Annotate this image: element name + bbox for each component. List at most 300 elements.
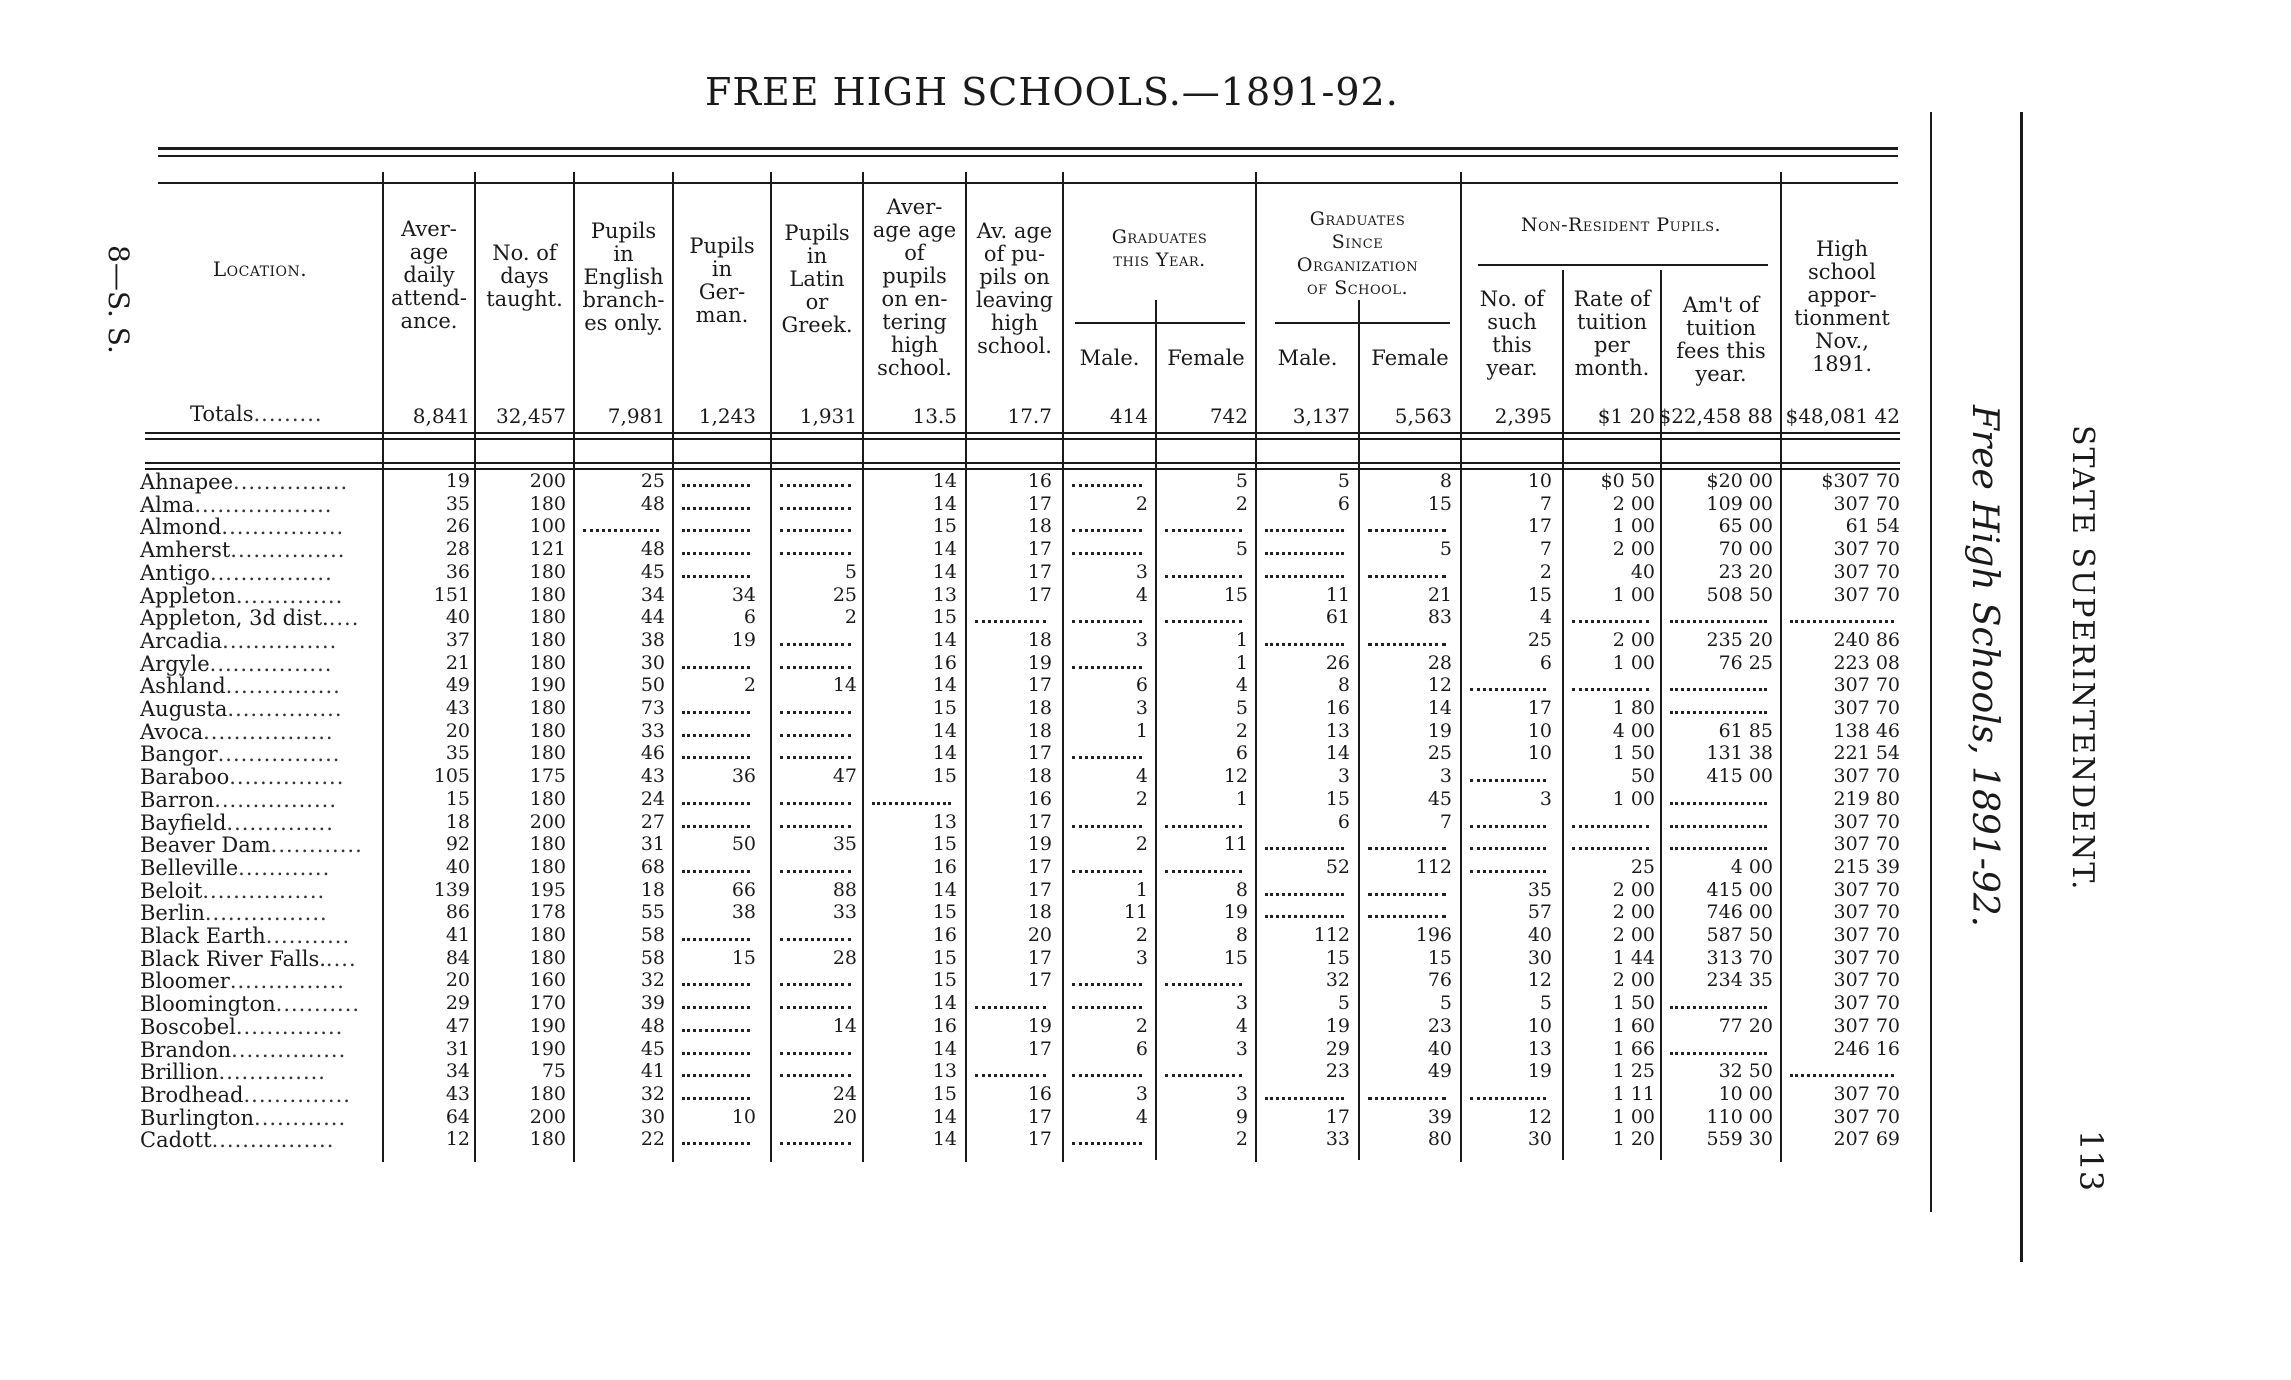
col-divider <box>1255 172 1257 1162</box>
cell-grad-since-male: 33 <box>1325 1128 1350 1151</box>
location-name: Argyle................ <box>140 651 333 676</box>
cell-grad-year-female: 2 <box>1235 492 1248 515</box>
empty-cell-dots <box>1072 484 1142 487</box>
empty-cell-dots <box>1265 893 1344 896</box>
header-grad-since-female: Female <box>1371 346 1449 370</box>
cell-age-entering: 13 <box>932 583 957 606</box>
location-name: Almond................ <box>140 515 345 540</box>
cell-avg-attendance: 19 <box>445 470 470 492</box>
cell-age-entering: 16 <box>932 855 957 878</box>
cell-avg-attendance: 43 <box>445 1082 470 1105</box>
cell-german: 66 <box>731 878 756 901</box>
empty-cell-dots <box>682 1029 750 1032</box>
cell-age-entering: 14 <box>932 992 957 1015</box>
cell-nr-number: 13 <box>1527 1037 1552 1060</box>
cell-nr-rate: 2 00 <box>1612 492 1655 515</box>
cell-avg-attendance: 40 <box>445 855 470 878</box>
cell-apportionment: 307 70 <box>1833 1014 1900 1037</box>
cell-grad-year-female: 15 <box>1223 946 1248 969</box>
cell-grad-since-male: 32 <box>1325 969 1350 992</box>
cell-nr-fees: 32 50 <box>1718 1060 1773 1083</box>
cell-grad-year-female: 12 <box>1223 765 1248 788</box>
empty-cell-dots <box>1470 825 1546 828</box>
empty-cell-dots <box>1265 529 1344 532</box>
col-divider <box>1562 270 1564 1160</box>
cell-age-leaving: 16 <box>1027 1082 1052 1105</box>
empty-cell-dots <box>780 1006 851 1009</box>
cell-nr-rate: 25 <box>1630 855 1655 878</box>
cell-grad-year-female: 6 <box>1235 742 1248 765</box>
cell-apportionment: 215 39 <box>1833 855 1900 878</box>
cell-apportionment: 219 80 <box>1833 787 1900 810</box>
empty-cell-dots <box>682 711 750 714</box>
totals-grad-since-female: 5,563 <box>1394 404 1452 428</box>
location-name: Beloit................ <box>140 878 326 903</box>
header-location: Location. <box>212 257 308 281</box>
cell-english: 32 <box>640 969 665 992</box>
cell-nr-number: 4 <box>1539 606 1552 629</box>
empty-cell-dots <box>1790 1074 1894 1077</box>
empty-cell-dots <box>682 529 750 532</box>
cell-age-entering: 15 <box>932 1082 957 1105</box>
cell-age-entering: 14 <box>932 878 957 901</box>
cell-nr-rate: 50 <box>1630 765 1655 788</box>
cell-age-entering: 14 <box>932 492 957 515</box>
cell-avg-attendance: 15 <box>445 787 470 810</box>
cell-nr-number: 30 <box>1527 1128 1552 1151</box>
totals-latin: 1,931 <box>799 404 857 428</box>
empty-cell-dots <box>1368 893 1446 896</box>
cell-days-taught: 180 <box>529 946 566 969</box>
cell-nr-rate: 1 11 <box>1612 1082 1655 1105</box>
cell-english: 18 <box>640 878 665 901</box>
totals-grad-since-male: 3,137 <box>1292 404 1350 428</box>
location-name: Arcadia............... <box>140 628 338 653</box>
cell-days-taught: 180 <box>529 833 566 856</box>
location-name: Avoca................. <box>140 719 334 744</box>
grad-since-rule <box>1275 322 1450 324</box>
empty-cell-dots <box>682 802 750 805</box>
location-name: Baraboo............... <box>140 765 345 790</box>
cell-days-taught: 180 <box>529 651 566 674</box>
location-name: Black River Falls..... <box>140 946 357 971</box>
totals-nr-number: 2,395 <box>1494 404 1552 428</box>
cell-grad-since-male: 23 <box>1325 1060 1350 1083</box>
cell-english: 31 <box>640 833 665 856</box>
col-divider <box>474 172 476 1162</box>
cell-latin: 2 <box>844 606 857 629</box>
cell-english: 58 <box>640 946 665 969</box>
location-name: Barron................ <box>140 787 338 812</box>
cell-nr-rate: 1 60 <box>1612 1014 1655 1037</box>
header-nr-fees: Am't of tuition fees this year. <box>1676 293 1766 386</box>
empty-cell-dots <box>1265 1097 1344 1100</box>
cell-nr-number: 40 <box>1527 924 1552 946</box>
empty-cell-dots <box>1572 847 1649 850</box>
cell-grad-since-male: 3 <box>1337 765 1350 788</box>
cell-avg-attendance: 37 <box>445 628 470 651</box>
cell-apportionment: 240 86 <box>1833 628 1900 651</box>
empty-cell-dots <box>1165 575 1242 578</box>
cell-english: 24 <box>640 787 665 810</box>
cell-age-entering: 13 <box>932 1060 957 1083</box>
cell-grad-since-male: 26 <box>1325 651 1350 674</box>
cell-nr-rate: 4 00 <box>1612 719 1655 742</box>
cell-grad-since-female: 15 <box>1427 946 1452 969</box>
right-border-thin <box>1930 112 1932 1212</box>
cell-nr-fees: 61 85 <box>1718 719 1773 742</box>
cell-avg-attendance: 35 <box>445 742 470 765</box>
cell-grad-year-male: 4 <box>1135 583 1148 606</box>
cell-age-leaving: 17 <box>1027 492 1052 515</box>
header-non-resident: Non-Resident Pupils. <box>1520 214 1722 236</box>
cell-grad-year-male: 3 <box>1135 946 1148 969</box>
header-avg-attendance: Aver- age daily attend- ance. <box>391 217 467 333</box>
empty-cell-dots <box>780 1052 851 1055</box>
cell-avg-attendance: 139 <box>433 878 470 901</box>
empty-cell-dots <box>1572 825 1649 828</box>
empty-cell-dots <box>1072 870 1142 873</box>
header-english: Pupils in English branch- es only. <box>582 219 665 335</box>
cell-age-entering: 13 <box>932 810 957 833</box>
cell-age-entering: 14 <box>932 719 957 742</box>
cell-nr-rate: 1 25 <box>1612 1060 1655 1083</box>
cell-nr-number: 6 <box>1539 651 1552 674</box>
cell-german: 6 <box>743 606 756 629</box>
cell-english: 48 <box>640 492 665 515</box>
non-resident-rule <box>1478 264 1768 266</box>
cell-nr-number: 12 <box>1527 969 1552 992</box>
header-graduates-year: Graduates this Year. <box>1111 226 1208 271</box>
cell-latin: 47 <box>832 765 857 788</box>
cell-age-entering: 14 <box>932 742 957 765</box>
cell-days-taught: 180 <box>529 787 566 810</box>
cell-avg-attendance: 36 <box>445 560 470 583</box>
empty-cell-dots <box>1072 825 1142 828</box>
cell-age-leaving: 19 <box>1027 833 1052 856</box>
empty-cell-dots <box>1165 983 1242 986</box>
empty-cell-dots <box>682 552 750 555</box>
cell-age-leaving: 17 <box>1027 583 1052 606</box>
cell-english: 30 <box>640 651 665 674</box>
empty-cell-dots <box>780 711 851 714</box>
cell-german: 50 <box>731 833 756 856</box>
empty-cell-dots <box>1470 847 1546 850</box>
cell-days-taught: 180 <box>529 583 566 606</box>
totals-days-taught: 32,457 <box>496 404 566 428</box>
cell-apportionment: 138 46 <box>1833 719 1900 742</box>
header-graduates-since: Graduates Since Organization of School. <box>1296 208 1419 299</box>
cell-nr-rate: 2 00 <box>1612 538 1655 561</box>
cell-nr-fees: 65 00 <box>1718 515 1773 538</box>
location-name: Bangor................ <box>140 742 341 767</box>
header-nr-number: No. of such this year. <box>1479 287 1545 380</box>
cell-age-leaving: 16 <box>1027 470 1052 492</box>
cell-nr-number: 12 <box>1527 1105 1552 1128</box>
cell-days-taught: 180 <box>529 560 566 583</box>
empty-cell-dots <box>1670 711 1767 714</box>
cell-nr-number: 5 <box>1539 992 1552 1015</box>
empty-cell-dots <box>780 802 851 805</box>
cell-apportionment: 221 54 <box>1833 742 1900 765</box>
cell-nr-rate: 1 50 <box>1612 742 1655 765</box>
cell-nr-rate: 1 80 <box>1612 697 1655 719</box>
location-name: Beaver Dam............ <box>140 833 363 858</box>
empty-cell-dots <box>1165 870 1242 873</box>
header-apportionment: High school appor- tionment Nov., 1891. <box>1794 237 1890 376</box>
empty-cell-dots <box>780 666 851 669</box>
cell-grad-year-male: 4 <box>1135 765 1148 788</box>
empty-cell-dots <box>1670 620 1767 623</box>
cell-english: 45 <box>640 1037 665 1060</box>
location-name: Bloomer............... <box>140 969 345 994</box>
location-name: Cadott................ <box>140 1128 335 1153</box>
empty-cell-dots <box>682 756 750 759</box>
cell-grad-year-female: 8 <box>1235 924 1248 946</box>
cell-grad-since-female: 25 <box>1427 742 1452 765</box>
cell-grad-since-female: 45 <box>1427 787 1452 810</box>
cell-grad-since-male: 19 <box>1325 1014 1350 1037</box>
col-divider <box>1155 300 1157 1160</box>
cell-apportionment: 307 70 <box>1833 1082 1900 1105</box>
cell-nr-fees: 746 00 <box>1706 901 1773 924</box>
cell-english: 73 <box>640 697 665 719</box>
cell-avg-attendance: 86 <box>445 901 470 924</box>
cell-grad-year-male: 2 <box>1135 1014 1148 1037</box>
cell-grad-since-female: 112 <box>1415 855 1452 878</box>
header-age-leaving: Av. age of pu- pils on leaving high school. <box>975 219 1054 358</box>
cell-apportionment: 307 70 <box>1833 901 1900 924</box>
empty-cell-dots <box>1072 1074 1142 1077</box>
cell-grad-year-male: 3 <box>1135 697 1148 719</box>
cell-age-leaving: 18 <box>1027 697 1052 719</box>
cell-nr-fees: 415 00 <box>1706 878 1773 901</box>
header-top-rule <box>158 182 1898 184</box>
cell-age-leaving: 18 <box>1027 765 1052 788</box>
cell-age-entering: 14 <box>932 560 957 583</box>
cell-nr-rate: $0 50 <box>1600 470 1655 492</box>
empty-cell-dots <box>780 529 851 532</box>
cell-age-leaving: 17 <box>1027 742 1052 765</box>
empty-cell-dots <box>1670 1052 1767 1055</box>
cell-grad-since-female: 15 <box>1427 492 1452 515</box>
cell-nr-fees: $20 00 <box>1706 470 1773 492</box>
empty-cell-dots <box>682 1052 750 1055</box>
cell-days-taught: 180 <box>529 719 566 742</box>
cell-days-taught: 75 <box>541 1060 566 1083</box>
cell-nr-number: 17 <box>1527 697 1552 719</box>
cell-grad-year-male: 2 <box>1135 787 1148 810</box>
cell-days-taught: 190 <box>529 1014 566 1037</box>
cell-age-leaving: 17 <box>1027 1037 1052 1060</box>
empty-cell-dots <box>1265 915 1344 918</box>
cell-grad-year-male: 2 <box>1135 492 1148 515</box>
cell-grad-since-female: 14 <box>1427 697 1452 719</box>
page-number: 113 <box>2072 1130 2110 1192</box>
cell-age-leaving: 17 <box>1027 1128 1052 1151</box>
location-name: Ashland............... <box>140 674 341 699</box>
empty-cell-dots <box>780 643 851 646</box>
empty-cell-dots <box>1670 802 1767 805</box>
location-name: Ahnapee............... <box>140 470 349 494</box>
empty-cell-dots <box>1265 552 1344 555</box>
cell-english: 50 <box>640 674 665 697</box>
empty-cell-dots <box>682 734 750 737</box>
cell-grad-year-female: 11 <box>1223 833 1248 856</box>
cell-avg-attendance: 105 <box>433 765 470 788</box>
empty-cell-dots <box>1072 1142 1142 1145</box>
cell-grad-year-female: 5 <box>1235 470 1248 492</box>
empty-cell-dots <box>1165 529 1242 532</box>
cell-nr-number: 10 <box>1527 470 1552 492</box>
cell-nr-number: 10 <box>1527 1014 1552 1037</box>
location-name: Amherst............... <box>140 538 346 563</box>
cell-avg-attendance: 40 <box>445 606 470 629</box>
right-border-thick <box>2020 112 2023 1262</box>
cell-nr-number: 30 <box>1527 946 1552 969</box>
cell-latin: 28 <box>832 946 857 969</box>
location-name: Appleton, 3d dist..... <box>140 606 360 631</box>
cell-days-taught: 180 <box>529 492 566 515</box>
cell-grad-since-male: 15 <box>1325 787 1350 810</box>
cell-apportionment: 61 54 <box>1845 515 1900 538</box>
cell-nr-rate: 2 00 <box>1612 924 1655 946</box>
empty-cell-dots <box>1072 983 1142 986</box>
empty-cell-dots <box>780 552 851 555</box>
empty-cell-dots <box>780 507 851 510</box>
empty-cell-dots <box>682 484 750 487</box>
cell-apportionment: 307 70 <box>1833 833 1900 856</box>
location-name: Bloomington........... <box>140 992 361 1017</box>
empty-cell-dots <box>780 938 851 941</box>
cell-english: 44 <box>640 606 665 629</box>
cell-german: 36 <box>731 765 756 788</box>
cell-age-leaving: 17 <box>1027 946 1052 969</box>
cell-days-taught: 195 <box>529 878 566 901</box>
cell-days-taught: 180 <box>529 742 566 765</box>
cell-grad-year-male: 6 <box>1135 1037 1148 1060</box>
empty-cell-dots <box>1368 915 1446 918</box>
cell-grad-since-female: 76 <box>1427 969 1452 992</box>
totals-avg-attendance: 8,841 <box>412 404 470 428</box>
empty-cell-dots <box>682 1074 750 1077</box>
cell-nr-fees: 559 30 <box>1706 1128 1773 1151</box>
cell-nr-rate: 1 00 <box>1612 583 1655 606</box>
totals-english: 7,981 <box>607 404 665 428</box>
empty-cell-dots <box>1368 529 1446 532</box>
totals-rule-2 <box>145 438 1900 440</box>
cell-grad-since-female: 8 <box>1439 470 1452 492</box>
cell-latin: 20 <box>832 1105 857 1128</box>
cell-avg-attendance: 49 <box>445 674 470 697</box>
header-grad-year-male: Male. <box>1079 346 1140 370</box>
empty-cell-dots <box>1265 643 1344 646</box>
cell-days-taught: 200 <box>529 470 566 492</box>
cell-english: 30 <box>640 1105 665 1128</box>
cell-apportionment: $307 70 <box>1821 470 1900 492</box>
empty-cell-dots <box>1072 552 1142 555</box>
empty-cell-dots <box>1072 620 1142 623</box>
empty-cell-dots <box>1165 825 1242 828</box>
cell-nr-rate: 1 00 <box>1612 651 1655 674</box>
cell-nr-rate: 1 00 <box>1612 787 1655 810</box>
cell-nr-fees: 77 20 <box>1718 1014 1773 1037</box>
empty-cell-dots <box>1265 847 1344 850</box>
cell-nr-number: 25 <box>1527 628 1552 651</box>
empty-cell-dots <box>682 1097 750 1100</box>
cell-grad-since-male: 13 <box>1325 719 1350 742</box>
cell-days-taught: 180 <box>529 606 566 629</box>
cell-days-taught: 180 <box>529 1082 566 1105</box>
cell-nr-fees: 131 38 <box>1706 742 1773 765</box>
cell-age-leaving: 18 <box>1027 515 1052 538</box>
cell-grad-since-female: 3 <box>1439 765 1452 788</box>
cell-avg-attendance: 21 <box>445 651 470 674</box>
cell-grad-since-female: 12 <box>1427 674 1452 697</box>
cell-days-taught: 180 <box>529 628 566 651</box>
page-title: FREE HIGH SCHOOLS.—1891-92. <box>705 70 1399 114</box>
location-name: Brodhead.............. <box>140 1082 351 1107</box>
cell-grad-since-male: 11 <box>1325 583 1350 606</box>
cell-grad-year-female: 1 <box>1235 651 1248 674</box>
cell-age-leaving: 18 <box>1027 628 1052 651</box>
location-name: Brillion.............. <box>140 1060 326 1085</box>
cell-apportionment: 246 16 <box>1833 1037 1900 1060</box>
empty-cell-dots <box>1072 756 1142 759</box>
cell-nr-number: 35 <box>1527 878 1552 901</box>
cell-age-entering: 16 <box>932 651 957 674</box>
empty-cell-dots <box>1470 1097 1546 1100</box>
cell-apportionment: 307 70 <box>1833 765 1900 788</box>
empty-cell-dots <box>780 756 851 759</box>
cell-avg-attendance: 28 <box>445 538 470 561</box>
totals-age-leaving: 17.7 <box>1007 404 1052 428</box>
cell-apportionment: 307 70 <box>1833 924 1900 946</box>
cell-apportionment: 307 70 <box>1833 538 1900 561</box>
running-head: STATE SUPERINTENDENT. <box>2065 425 2100 892</box>
cell-grad-year-male: 2 <box>1135 924 1148 946</box>
header-age-entering: Aver- age age of pupils on en- tering high school. <box>872 195 957 380</box>
cell-avg-attendance: 151 <box>433 583 470 606</box>
empty-cell-dots <box>975 620 1046 623</box>
cell-grad-year-female: 1 <box>1235 787 1248 810</box>
cell-nr-number: 2 <box>1539 560 1552 583</box>
cell-grad-since-female: 49 <box>1427 1060 1452 1083</box>
empty-cell-dots <box>975 1006 1046 1009</box>
cell-latin: 14 <box>832 1014 857 1037</box>
empty-cell-dots <box>780 870 851 873</box>
cell-grad-since-female: 196 <box>1415 924 1452 946</box>
cell-nr-fees: 313 70 <box>1706 946 1773 969</box>
grad-year-rule <box>1075 322 1245 324</box>
location-name: Berlin................ <box>140 901 328 926</box>
header-nr-rate: Rate of tuition per month. <box>1573 287 1651 380</box>
cell-avg-attendance: 18 <box>445 810 470 833</box>
cell-avg-attendance: 41 <box>445 924 470 946</box>
cell-nr-number: 15 <box>1527 583 1552 606</box>
cell-grad-year-male: 3 <box>1135 628 1148 651</box>
cell-grad-since-female: 28 <box>1427 651 1452 674</box>
empty-cell-dots <box>682 825 750 828</box>
cell-english: 27 <box>640 810 665 833</box>
cell-age-leaving: 18 <box>1027 901 1052 924</box>
empty-cell-dots <box>975 1074 1046 1077</box>
col-divider <box>1358 300 1360 1160</box>
cell-age-leaving: 17 <box>1027 969 1052 992</box>
header-german: Pupils in Ger- man. <box>689 234 755 327</box>
cell-grad-year-female: 5 <box>1235 697 1248 719</box>
cell-nr-fees: 415 00 <box>1706 765 1773 788</box>
